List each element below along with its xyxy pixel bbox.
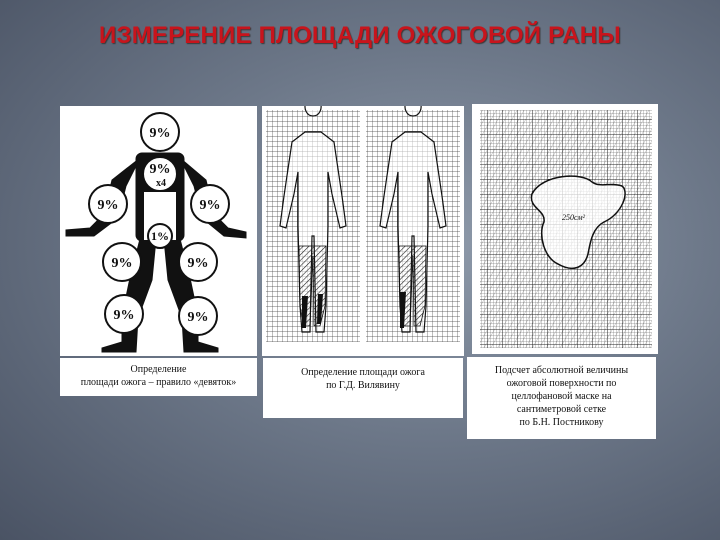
caption-line: Подсчет абсолютной величины [494,365,629,376]
caption-line: Определение [130,364,187,375]
right-arm-percent-label: 9% [199,198,221,213]
rule-of-nines-caption [60,358,257,396]
rule-of-nines-panel [60,106,257,356]
postnikov-grid-panel [472,104,658,354]
head-percent-label: 9% [149,126,171,141]
chest-percent-label: 9% [149,162,171,177]
right-shin-percent-label: 9% [187,310,209,325]
caption-line: площади ожога – правило «девяток» [80,377,237,388]
left-shin-percent-label: 9% [113,308,135,323]
caption-line: Определение площади ожога [301,367,425,378]
vilyavin-grid-panel [262,106,464,356]
caption-line: сантиметровой сетке [516,404,607,415]
chest-multiplier-label: x4 [156,178,166,189]
right-thigh-percent-label: 9% [187,256,209,271]
slide-title: ИЗМЕРЕНИЕ ПЛОЩАДИ ОЖОГОВОЙ РАНЫ [99,22,621,49]
caption-line: по Б.Н. Постникову [519,417,604,428]
left-arm-percent-label: 9% [97,198,119,213]
caption-line: ожоговой поверхности по [506,378,617,389]
postnikov-cm-grid [472,104,658,354]
caption-line: по Г.Д. Вилявину [326,380,400,391]
postnikov-caption [467,357,656,439]
vilyavin-caption [263,358,463,418]
left-thigh-percent-label: 9% [111,256,133,271]
groin-percent-label: 1% [151,229,169,243]
rule-of-nines-figure [60,106,257,356]
vilyavin-body-grid [262,106,464,356]
mask-area-label: 250см² [562,213,586,222]
caption-line: целлофановой маске на [511,391,612,402]
